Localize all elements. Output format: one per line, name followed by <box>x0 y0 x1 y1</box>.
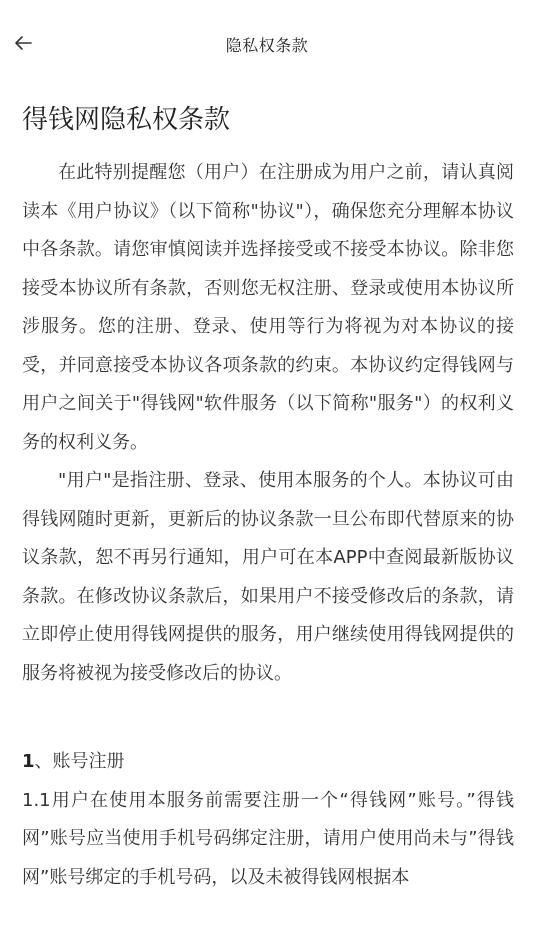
policy-content[interactable] <box>22 96 514 897</box>
section-text-account-registration: 1.1用户在使用本服务前需要注册一个“得钱网”账号。”得钱网”账号应当使用手机号码绑定注册，请用户使用尚未与”得钱网”账号绑定的手机号码，以及未被得钱网根据本 <box>22 789 514 888</box>
page-title: 隐私权条款 <box>225 35 309 55</box>
paragraph-spacer <box>22 693 514 731</box>
paragraph-user-definition: "用户"是指注册、登录、使用本服务的个人。本协议可由得钱网随时更新，更新后的协议条款一旦公布即代替原来的协议条款，恕不再另行通知，用户可在本APP中查阅最新版协议条款。在修改协议条款后，如果用户不接受修改后的条款，请立即停止使用得钱网提供的服务，用户继续使用得钱网提供的服务将被视为接受修改后的协议。 <box>22 470 514 684</box>
nav-bar <box>0 0 534 88</box>
section-number: 1 <box>22 751 35 772</box>
document-title: 得钱网隐私权条款 <box>22 105 231 135</box>
paragraph-intro: 在此特别提醒您（用户）在注册成为用户之前，请认真阅读本《用户协议》（以下简称"协议"），确保您充分理解本协议中各条款。请您审慎阅读并选择接受或不接受本协议。除非您接受本协议所有条款，否则您无权注册、登录或使用本协议所涉服务。您的注册、登录、使用等行为将视为对本协议的接受，并同意接受本协议各项条款的约束。本协议约定得钱网与用户之间关于"得钱网"软件服务（以下简称"服务"）的权利义务的权利义务。 <box>22 162 514 453</box>
arrow-left-icon <box>13 35 33 51</box>
back-button[interactable] <box>10 30 36 56</box>
section-heading-account-registration <box>22 743 514 782</box>
section-title: 、账号注册 <box>34 751 125 772</box>
